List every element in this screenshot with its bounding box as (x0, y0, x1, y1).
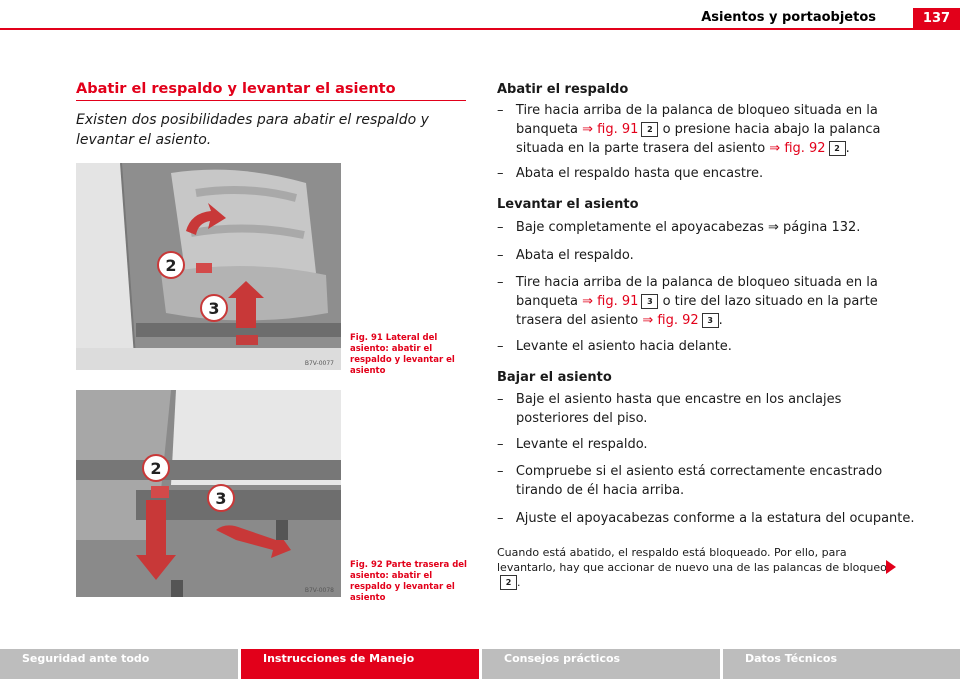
heading-abatir: Abatir el respaldo (497, 82, 629, 97)
section-intro: Existen dos posibilidades para abatir el respaldo y levantar el asiento. (76, 112, 429, 148)
step-levantar-2: – Abata el respaldo. (497, 248, 634, 263)
step-bajar-3: – Compruebe si el asiento está correctamente encastrado tirando de él hacia arriba. (497, 464, 883, 498)
svg-text:2: 2 (165, 256, 177, 275)
section-title: Abatir el respaldo y levantar el asiento (76, 81, 396, 97)
tab-seguridad[interactable]: Seguridad ante todo (0, 649, 238, 679)
svg-text:2: 2 (150, 459, 162, 478)
svg-text:3: 3 (208, 299, 220, 318)
step-levantar-3: – Tire hacia arriba de la palanca de bloqueo situada en la banqueta ⇒ fig. 91 3 o tire del lazo situado en la parte trasera del asiento ⇒ fig. 92 3 . (497, 275, 878, 328)
figure-91-seat-side (76, 163, 341, 370)
callout-2: 2 (641, 122, 658, 137)
step-bajar-2: – Levante el respaldo. (497, 437, 648, 452)
fig-91-link[interactable]: ⇒ fig. 91 (582, 122, 639, 137)
figure-92-seat-rear (76, 390, 341, 597)
callout-3: 3 (641, 294, 658, 309)
step-abatir-1: – Tire hacia arriba de la palanca de bloqueo situada en la banqueta ⇒ fig. 91 2 o presione hacia abajo la palanca situada en la parte trasera del asiento ⇒ fig. 92 2 . (497, 103, 881, 156)
callout-2: 2 (500, 575, 517, 590)
figure-92-caption: Fig. 92 Parte trasera del asiento: abatir el respaldo y levantar el asiento (350, 560, 467, 603)
fig-92-link[interactable]: ⇒ fig. 92 (769, 141, 826, 156)
tab-consejos[interactable]: Consejos prácticos (482, 649, 720, 679)
fig-92-link[interactable]: ⇒ fig. 92 (642, 313, 699, 328)
step-levantar-1: – Baje completamente el apoyacabezas ⇒ página 132. (497, 220, 861, 235)
section-rule (76, 100, 466, 101)
callout-2: 2 (829, 141, 846, 156)
svg-text:B7V-0077: B7V-0077 (304, 360, 334, 367)
arrow-icon: ⇒ (767, 220, 779, 235)
tab-datos-tecnicos[interactable]: Datos Técnicos (723, 649, 960, 679)
step-abatir-2: – Abata el respaldo hasta que encastre. (497, 166, 764, 181)
tab-instrucciones[interactable]: Instrucciones de Manejo (241, 649, 479, 679)
fig-91-link[interactable]: ⇒ fig. 91 (582, 294, 639, 309)
svg-text:B7V-0078: B7V-0078 (304, 587, 334, 594)
callout-3: 3 (702, 313, 719, 328)
figure-91-caption: Fig. 91 Lateral del asiento: abatir el respaldo y levantar el asiento (350, 333, 455, 376)
seat-rear-illustration (76, 390, 341, 597)
heading-levantar: Levantar el asiento (497, 197, 639, 212)
step-levantar-4: – Levante el asiento hacia delante. (497, 339, 732, 354)
step-bajar-4: – Ajuste el apoyacabezas conforme a la estatura del ocupante. (497, 511, 915, 526)
header-rule (0, 28, 960, 30)
chapter-title: Asientos y portaobjetos (701, 10, 876, 25)
seat-side-illustration (76, 163, 341, 370)
page-number: 137 (913, 8, 960, 30)
heading-bajar: Bajar el asiento (497, 370, 612, 385)
step-bajar-1: – Baje el asiento hasta que encastre en los anclajes posteriores del piso. (497, 392, 842, 426)
svg-text:3: 3 (215, 489, 227, 508)
next-page-icon[interactable] (886, 560, 896, 574)
note: Cuando está abatido, el respaldo está bloqueado. Por ello, para levantarlo, hay que accionar de nuevo una de las palancas de bloqueo 2 . (497, 546, 887, 589)
